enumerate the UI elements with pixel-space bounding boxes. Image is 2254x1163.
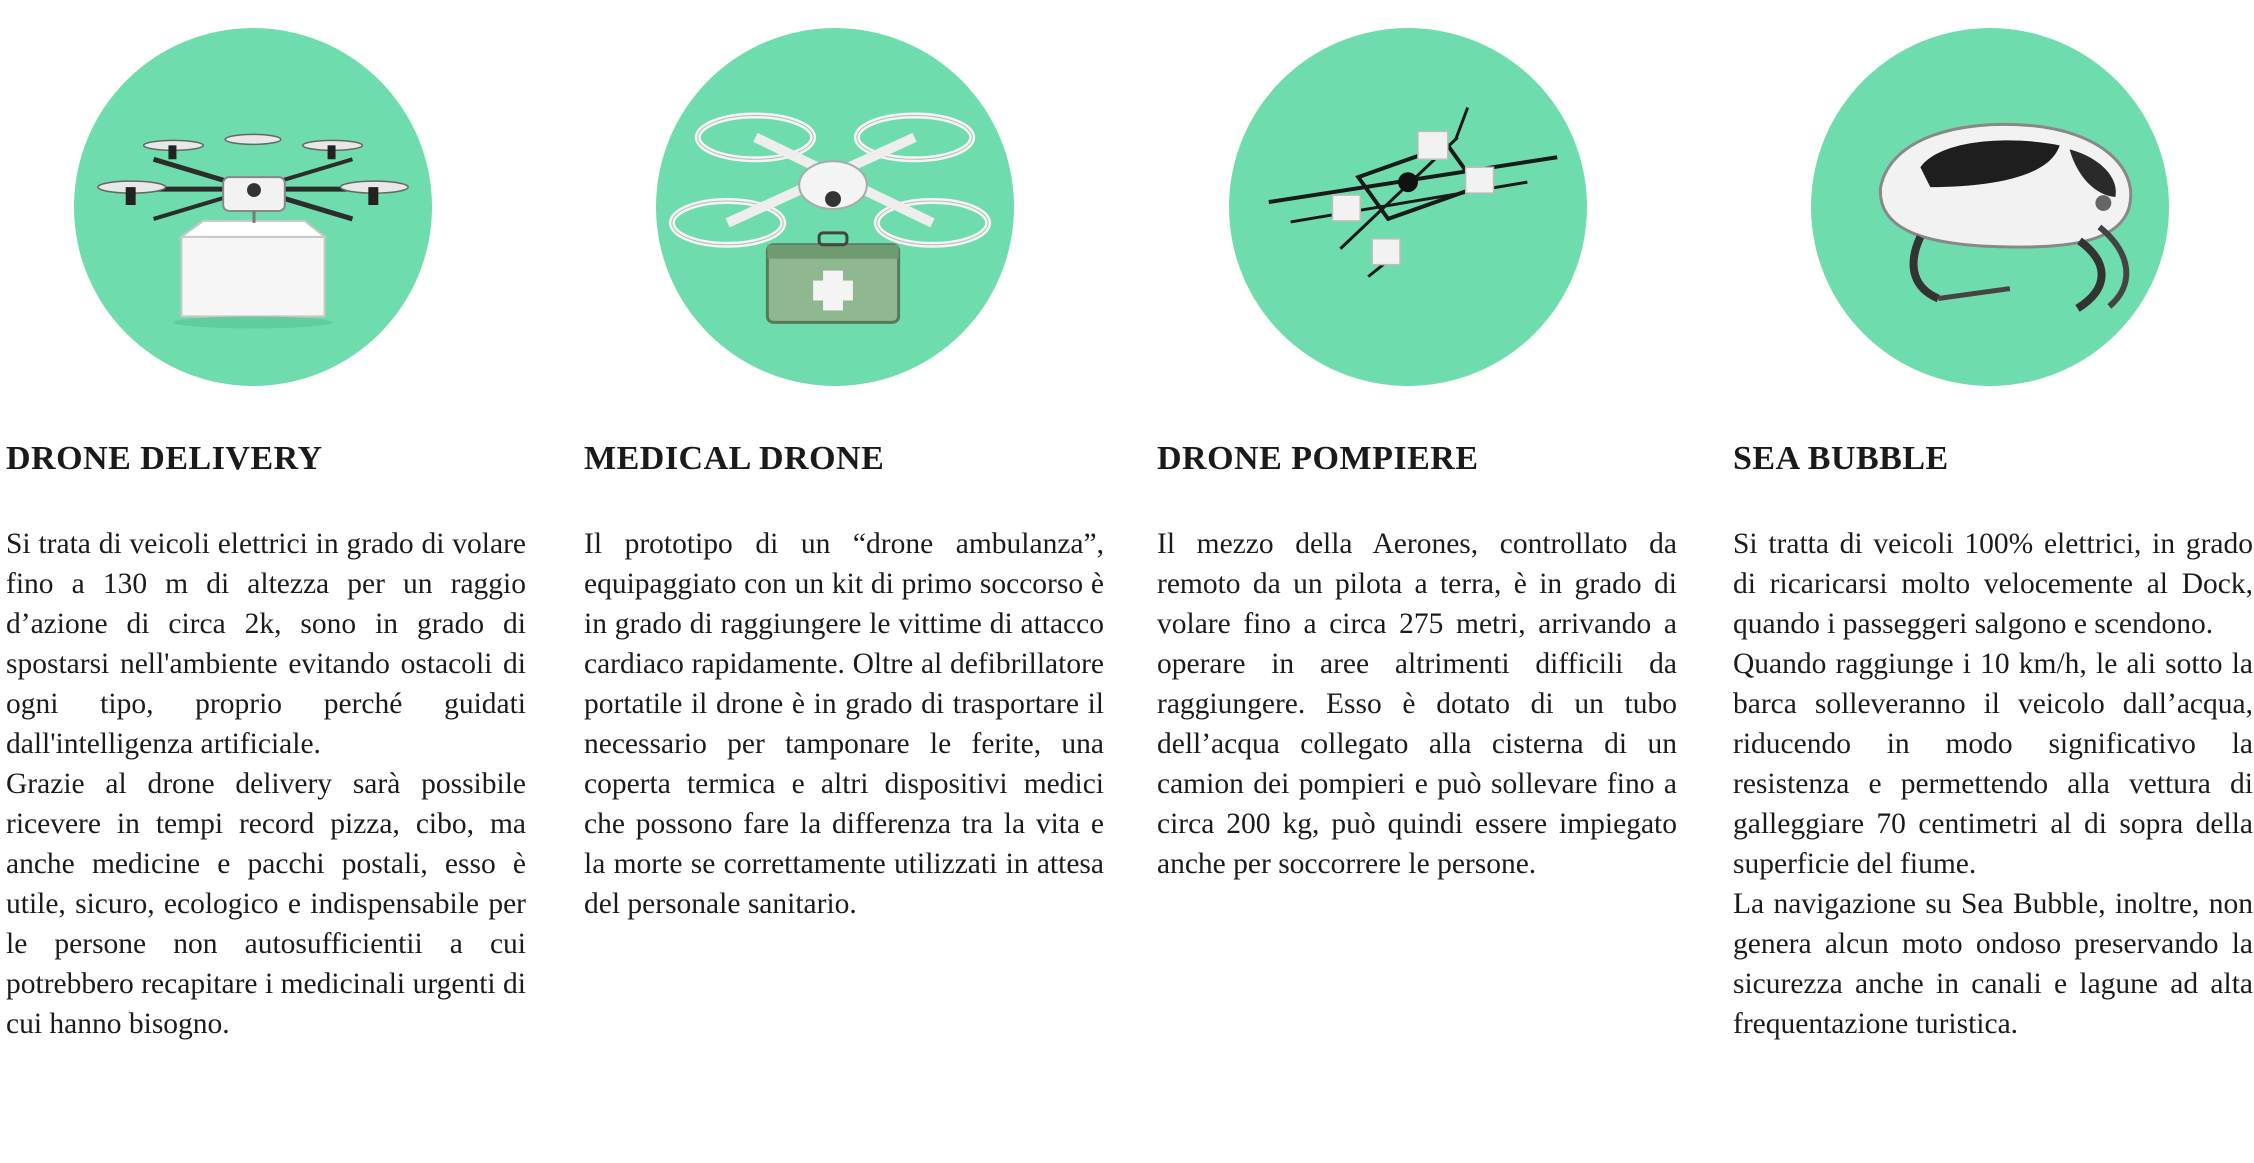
paragraph: Il prototipo di un “drone ambulanza”, equipaggiato con un kit di primo soccorso è in grado di raggiungere le vittime di attacco cardiaco rapidamente. Oltre al defibrillatore portatile il drone è in grado di trasportare il necessario per tamponare le ferite, una coperta termica e altri dispositivi medici che possono fare la differenza tra la vita e la morte se correttamente utilizzati in attesa del personale sanitario. xyxy=(584,528,1104,920)
card-title: DRONE POMPIERE xyxy=(1157,440,1479,477)
paragraph: Si tratta di veicoli 100% elettrici, in grado di ricaricarsi molto velocemente al Dock, quando i passeggeri salgono e scendono. xyxy=(1733,528,2253,640)
card-title: MEDICAL DRONE xyxy=(584,440,885,477)
paragraph: Si trata di veicoli elettrici in grado di volare fino a 130 m di altezza per un raggio d’azione di circa 2k, sono in grado di spostarsi nell'ambiente evitando ostacoli di ogni tipo, proprio perché guidati dall'intelligenza artificiale. xyxy=(6,528,526,760)
card-description xyxy=(584,524,1104,924)
firefighter-drone-icon xyxy=(1229,28,1587,386)
paragraph: Il mezzo della Aerones, controllato da remoto da un pilota a terra, è in grado di volare fino a circa 275 metri, arrivando a operare in aree altrimenti difficili da raggiungere. Esso è dotato di un tubo dell’acqua collegato alla cisterna di un camion dei pompieri e può sollevare fino a circa 200 kg, può quindi essere impiegato anche per soccorrere le persone. xyxy=(1157,528,1677,880)
paragraph: La navigazione su Sea Bubble, inoltre, non genera alcun moto ondoso preservando la sicurezza anche in canali e lagune ad alta frequentazione turistica. xyxy=(1733,888,2253,1040)
card-description xyxy=(1733,524,2253,1044)
card-title: DRONE DELIVERY xyxy=(6,440,323,477)
paragraph: Grazie al drone delivery sarà possibile ricevere in tempi record pizza, cibo, ma anche medicine e pacchi postali, esso è utile, sicuro, ecologico e indispensabile per le persone non autosufficientii a cui potrebbero recapitare i medicinali urgenti di cui hanno bisogno. xyxy=(6,768,526,1040)
delivery-drone-icon xyxy=(74,28,432,386)
paragraph: Quando raggiunge i 10 km/h, le ali sotto la barca solleveranno il veicolo dall’acqua, riducendo in modo significativo la resistenza e permettendo alla vettura di galleggiare 70 centimetri al di sopra della superficie del fiume. xyxy=(1733,648,2253,880)
sea-bubble-icon xyxy=(1811,28,2169,386)
card-description xyxy=(1157,524,1677,884)
card-title: SEA BUBBLE xyxy=(1733,440,1949,477)
card-description xyxy=(6,524,526,1044)
medical-drone-icon xyxy=(656,28,1014,386)
